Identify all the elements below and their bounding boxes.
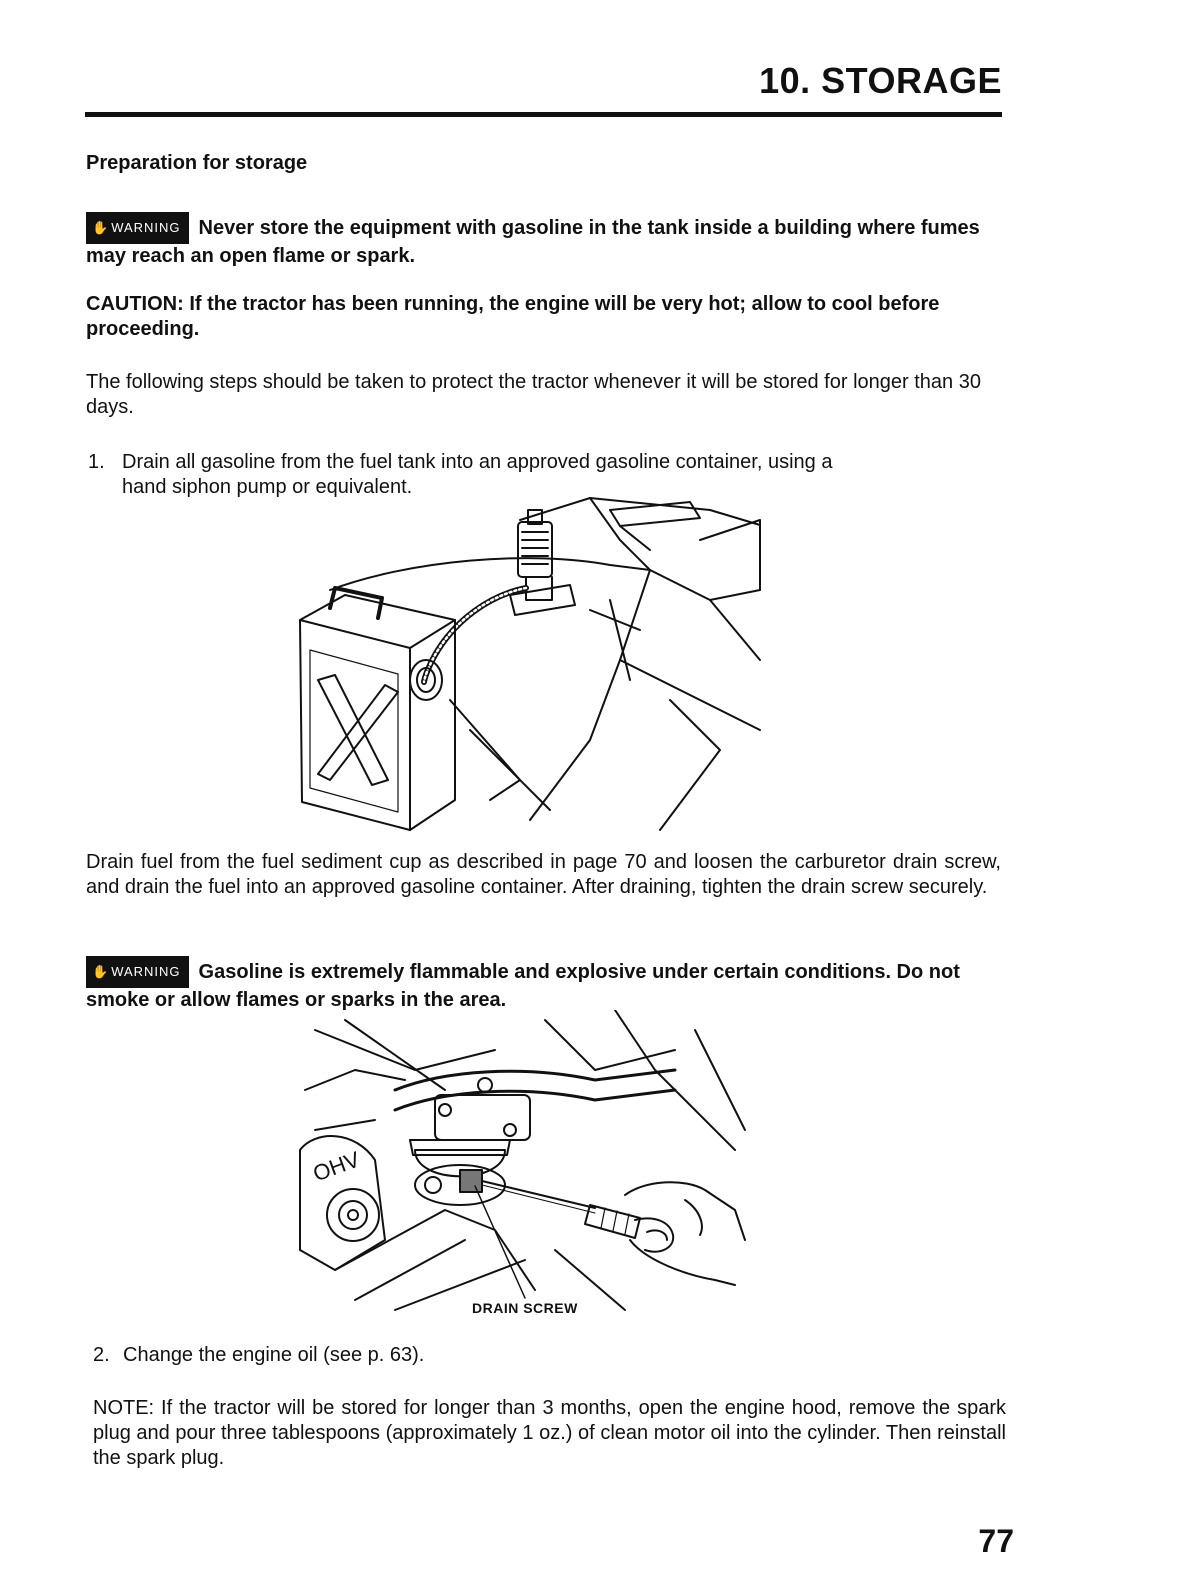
- step-text-line1: Drain all gasoline from the fuel tank into an approved gasoline container, using a: [122, 451, 833, 473]
- step-text: Change the engine oil (see p. 63).: [123, 1344, 425, 1366]
- note-paragraph: NOTE: If the tractor will be stored for longer than 3 months, open the engine hood, remove the spark plug and pour three tablespoons (approximately 1 oz.) of clean motor oil into the cylinder. Then reinstall the spark plug.: [93, 1397, 1006, 1469]
- siphon-illustration: [290, 480, 770, 840]
- warning-badge: [86, 212, 189, 244]
- warning-block-1: [86, 212, 1006, 269]
- ohv-engine-mark: OHV: [309, 1146, 363, 1187]
- caution-label: CAUTION:: [86, 293, 184, 315]
- caution-block: [86, 292, 1006, 342]
- step-text-line2: hand siphon pump or equivalent.: [122, 476, 413, 498]
- step-number: 1.: [88, 451, 105, 473]
- drain-screw-callout: DRAIN SCREW: [472, 1300, 578, 1316]
- warning-text: Never store the equipment with gasoline in the tank inside a building where fumes may reach an open flame or spark.: [86, 217, 980, 267]
- step-number: 2.: [93, 1344, 110, 1366]
- warning-hand-icon: ✋: [92, 220, 110, 235]
- chapter-title: 10. STORAGE: [759, 60, 1002, 101]
- warning-badge: [86, 956, 189, 988]
- warning-text: Gasoline is extremely flammable and explosive under certain conditions. Do not smoke or allow flames or sparks in the area.: [86, 961, 960, 1011]
- drain-screw-illustration: [295, 1010, 755, 1320]
- page-number: 77: [978, 1523, 1014, 1559]
- warning-block-2: [86, 956, 1001, 1013]
- header-rule: [85, 112, 1002, 117]
- drain-paragraph: Drain fuel from the fuel sediment cup as described in page 70 and loosen the carburetor drain screw, and drain the fuel into an approved gasoline container. After draining, tighten the drain screw securely.: [86, 851, 1001, 898]
- caution-text: If the tractor has been running, the engine will be very hot; allow to cool before proceeding.: [86, 293, 940, 340]
- warning-hand-icon: ✋: [92, 964, 110, 979]
- warning-badge-label: WARNING: [111, 220, 181, 235]
- step-2: [93, 1343, 993, 1369]
- intro-paragraph: The following steps should be taken to protect the tractor whenever it will be stored for longer than 30 days.: [86, 371, 981, 418]
- warning-badge-label: WARNING: [111, 964, 181, 979]
- section-heading: Preparation for storage: [86, 152, 308, 174]
